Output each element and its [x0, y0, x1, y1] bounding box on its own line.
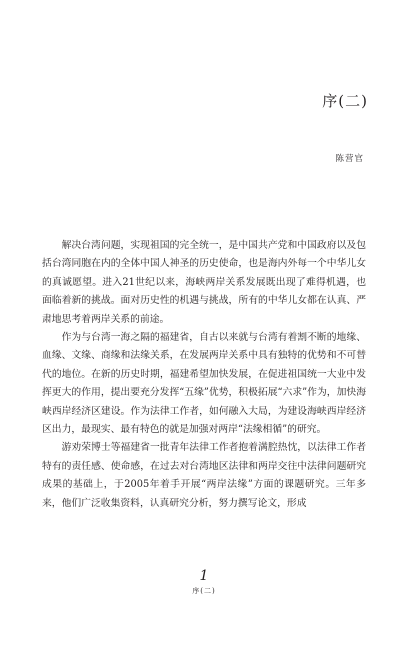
page-title: 序(二) [322, 92, 368, 110]
page-number: 1 [199, 568, 209, 584]
running-footer: 序(二) [192, 587, 216, 595]
paragraph: 游劝荣博士等福建省一批青年法律工作者抱着满腔热忱，以法律工作者特有的责任感、使命感，在过去对台湾地区法律和两岸交往中法律问题研究成果的基础上，于2005年着手开展“两岸法缘”方面的课题研究。三年多来，他们广泛收集资料，认真研究分析，努力撰写论文，形成 [42, 442, 366, 509]
author-name: 陈营官 [335, 154, 364, 164]
paragraph: 作为与台湾一海之隔的福建省，自古以来就与台湾有着割不断的地缘、血缘、文缘、商缘和法缘关系，在发展两岸关系中具有独特的优势和不可替代的地位。在新的历史时期，福建希望加快发展，在促进祖国统一大业中发挥更大的作用，提出要充分发挥“五缘”优势，积极拓展“六求”作为，加快海峡西岸经济区建设。作为法律工作者，如何融入大局，为建设海峡西岸经济区出力，最现实、最有特色的就是加强对两岸“法缘相循”的研究。 [42, 332, 366, 436]
body-text [42, 237, 366, 513]
paragraph: 解决台湾问题，实现祖国的完全统一，是中国共产党和中国政府以及包括台湾同胞在内的全体中国人神圣的历史使命，也是海内外每一个中华儿女的真诚愿望。进入21世纪以来，海峡两岸关系发展既出现了难得机遇，也面临着新的挑战。面对历史性的机遇与挑战，所有的中华儿女都在认真、严肃地思考着两岸关系的前途。 [42, 240, 366, 325]
